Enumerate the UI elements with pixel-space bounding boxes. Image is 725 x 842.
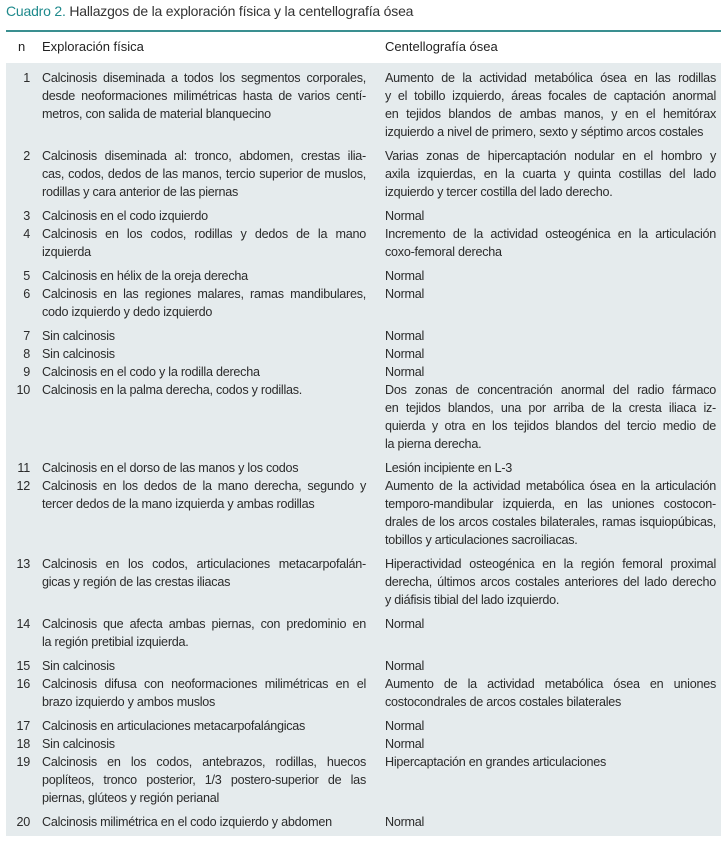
cell-line: costocondrales de arcos costales bilaterales (385, 695, 622, 709)
table-row (6, 735, 721, 753)
table-row (6, 147, 721, 207)
cell-line: Normal (385, 209, 425, 223)
exploracion-cell (42, 717, 366, 735)
top-rule-divider (6, 30, 721, 32)
exploracion-cell (42, 735, 366, 753)
exploracion-cell (42, 615, 366, 651)
table-row (6, 477, 721, 555)
table-row (6, 285, 721, 327)
cell-line: Calcinosis en los codos, antebrazos, rodillas, huecos (42, 755, 366, 769)
cell-line: y el tobillo izquierdo, áreas focales de captación anormal (385, 89, 716, 103)
exploracion-cell (42, 477, 366, 513)
exploracion-cell (42, 267, 366, 285)
table-row (6, 615, 721, 657)
cell-line: tercer dedos de la mano izquierda y ambas rodillas (42, 497, 315, 511)
cell-line: izquierda (42, 245, 91, 259)
cell-line: Calcinosis en los codos, rodillas y dedos de la mano (42, 227, 366, 241)
caption-label: Cuadro 2. (6, 3, 66, 19)
exploracion-cell (42, 147, 366, 201)
cell-line: Lesión incipiente en L-3 (385, 461, 513, 475)
exploracion-cell (42, 285, 366, 321)
row-number: 1 (23, 71, 30, 85)
centellografia-cell (385, 147, 716, 201)
exploracion-cell (42, 753, 366, 807)
cell-line: y diáfisis tibial del lado izquierdo. (385, 593, 560, 607)
exploracion-cell (42, 345, 366, 363)
table-row (6, 363, 721, 381)
cell-line: Aumento de la actividad metabólica ósea en uniones (385, 677, 716, 691)
cell-line: Incremento de la actividad osteogénica en la articulación (385, 227, 716, 241)
exploracion-cell (42, 813, 366, 831)
exploracion-cell (42, 459, 366, 477)
cell-line: temporo-mandibular izquierda, en las uniones costocon- (385, 497, 716, 511)
cell-line: Calcinosis en la palma derecha, codos y rodillas. (42, 383, 303, 397)
row-number: 18 (16, 737, 30, 751)
row-number: 10 (16, 383, 30, 397)
cell-line: Sin calcinosis (42, 329, 115, 343)
cell-line: Normal (385, 659, 425, 673)
table-row (6, 657, 721, 675)
cell-line: Calcinosis en el codo y la rodilla derecha (42, 365, 260, 379)
cell-line: Calcinosis que afecta ambas piernas, con predominio en (42, 617, 366, 631)
header-n: n (18, 39, 26, 54)
caption-text: Hallazgos de la exploración física y la centellografía ósea (69, 3, 414, 19)
cell-line: Calcinosis en el codo izquierdo (42, 209, 208, 223)
table-caption (6, 3, 413, 19)
table-row (6, 675, 721, 717)
centellografia-cell (385, 363, 716, 381)
cell-line: rodillas y cara anterior de las piernas (42, 185, 239, 199)
row-number: 3 (23, 209, 30, 223)
cell-line: brazo izquierdo y ambos muslos (42, 695, 216, 709)
table-row (6, 717, 721, 735)
cell-line: la región pretibial izquierda. (42, 635, 189, 649)
table-row (6, 345, 721, 363)
table-header (6, 34, 721, 62)
exploracion-cell (42, 69, 366, 123)
cell-line: Normal (385, 329, 425, 343)
cell-line: coxo-femoral derecha (385, 245, 502, 259)
cell-line: Sin calcinosis (42, 659, 115, 673)
centellografia-cell (385, 717, 716, 735)
exploracion-cell (42, 207, 366, 225)
cell-line: cas, codos, dedos de las manos, tercio superior de muslos, (42, 167, 366, 181)
cell-line: Normal (385, 347, 425, 361)
cell-line: Normal (385, 287, 425, 301)
row-number: 12 (16, 479, 30, 493)
cell-line: Aumento de la actividad metabólica ósea en las rodillas (385, 71, 716, 85)
row-number: 6 (23, 287, 30, 301)
exploracion-cell (42, 675, 366, 711)
cell-line: Varias zonas de hipercaptación nodular en el hombro y (385, 149, 716, 163)
cell-line: metros, con salida de material blanquecino (42, 107, 271, 121)
row-number: 17 (16, 719, 30, 733)
cell-line: la pierna derecha. (385, 437, 482, 451)
table-row (6, 225, 721, 267)
exploracion-cell (42, 327, 366, 345)
exploracion-cell (42, 381, 366, 399)
centellografia-cell (385, 477, 716, 549)
cell-line: codo izquierdo y dedo izquierdo (42, 305, 213, 319)
row-number: 2 (23, 149, 30, 163)
cell-line: Dos zonas de concentración anormal del radio fármaco (385, 383, 716, 397)
table-row (6, 753, 721, 813)
table-row (6, 555, 721, 615)
centellografia-cell (385, 267, 716, 285)
cell-line: Calcinosis en las regiones malares, ramas mandibulares, (42, 287, 366, 301)
centellografia-cell (385, 657, 716, 675)
cell-line: Calcinosis en articulaciones metacarpofalángicas (42, 719, 306, 733)
table-row (6, 207, 721, 225)
row-number: 11 (17, 461, 30, 475)
table-row (6, 69, 721, 147)
cell-line: piernas, glúteos y región perianal (42, 791, 220, 805)
cell-line: tobillos y articulaciones sacroiliacas. (385, 533, 578, 547)
centellografia-cell (385, 675, 716, 711)
row-number: 7 (23, 329, 30, 343)
cell-line: Hipercaptación en grandes articulaciones (385, 755, 607, 769)
cell-line: Calcinosis diseminada al: tronco, abdomen, crestas ilia- (42, 149, 366, 163)
centellografia-cell (385, 345, 716, 363)
cell-line: en tejidos blandos de ambas manos, y en el hemitórax (385, 107, 716, 121)
centellografia-cell (385, 285, 716, 303)
cell-line: izquierdo y tercer costilla del lado derecho. (385, 185, 613, 199)
header-centellografia: Centellografía ósea (385, 39, 498, 54)
exploracion-cell (42, 555, 366, 591)
cell-line: Calcinosis en los codos, articulaciones metacarpofalán- (42, 557, 366, 571)
table-row (6, 459, 721, 477)
cell-line: drales de los arcos costales bilaterales, ramas isquiopúbicas, (385, 515, 716, 529)
table-row (6, 267, 721, 285)
cell-line: Calcinosis difusa con neoformaciones milimétricas en el (42, 677, 366, 691)
cell-line: Normal (385, 365, 425, 379)
cell-line: Normal (385, 719, 425, 733)
centellografia-cell (385, 735, 716, 753)
row-number: 13 (16, 557, 30, 571)
row-number: 20 (16, 815, 30, 829)
cell-line: gicas y región de las crestas iliacas (42, 575, 231, 589)
cell-line: quierda y otra en los tejidos blandos del tercio medio de (385, 419, 716, 433)
cell-line: en tejidos blandos, una por arriba de la cresta iliaca iz- (385, 401, 716, 415)
centellografia-cell (385, 207, 716, 225)
cell-line: poplíteos, tronco posterior, 1/3 postero-superior de las (42, 773, 366, 787)
cell-line: desde neoformaciones milimétricas hasta de varios centí- (42, 89, 366, 103)
cell-line: Calcinosis en los dedos de la mano derecha, segundo y (42, 479, 366, 493)
row-number: 9 (23, 365, 30, 379)
centellografia-cell (385, 225, 716, 261)
cell-line: Sin calcinosis (42, 347, 115, 361)
centellografia-cell (385, 615, 716, 633)
row-number: 5 (23, 269, 30, 283)
cell-line: Normal (385, 269, 425, 283)
row-number: 4 (23, 227, 30, 241)
table-row (6, 381, 721, 459)
cell-line: Hiperactividad osteogénica en la región femoral proximal (385, 557, 716, 571)
cell-line: Sin calcinosis (42, 737, 115, 751)
centellografia-cell (385, 459, 716, 477)
centellografia-cell (385, 813, 716, 831)
header-exploracion: Exploración física (42, 39, 144, 54)
exploracion-cell (42, 657, 366, 675)
cell-line: Calcinosis en el dorso de las manos y los codos (42, 461, 299, 475)
row-number: 19 (16, 755, 30, 769)
cell-line: derecha, últimos arcos costales anteriores del lado derecho (385, 575, 716, 589)
centellografia-cell (385, 327, 716, 345)
table-row (6, 327, 721, 345)
cell-line: Calcinosis en hélix de la oreja derecha (42, 269, 248, 283)
exploracion-cell (42, 363, 366, 381)
table-body (6, 63, 721, 836)
cell-line: Normal (385, 815, 425, 829)
cell-line: Calcinosis milimétrica en el codo izquierdo y abdomen (42, 815, 332, 829)
centellografia-cell (385, 381, 716, 453)
row-number: 14 (16, 617, 30, 631)
row-number: 15 (16, 659, 30, 673)
exploracion-cell (42, 225, 366, 261)
row-number: 8 (23, 347, 30, 361)
cell-line: Calcinosis diseminada a todos los segmentos corporales, (42, 71, 366, 85)
table-row (6, 813, 721, 831)
cell-line: Normal (385, 617, 425, 631)
centellografia-cell (385, 555, 716, 609)
cell-line: izquierdo a nivel de primero, sexto y séptimo arcos costales (385, 125, 704, 139)
cell-line: Normal (385, 737, 425, 751)
cell-line: axila izquierdas, en la cuarta y quinta costillas del lado (385, 167, 716, 181)
centellografia-cell (385, 69, 716, 141)
cell-line: Aumento de la actividad metabólica ósea en la articulación (385, 479, 716, 493)
row-number: 16 (16, 677, 30, 691)
centellografia-cell (385, 753, 716, 771)
